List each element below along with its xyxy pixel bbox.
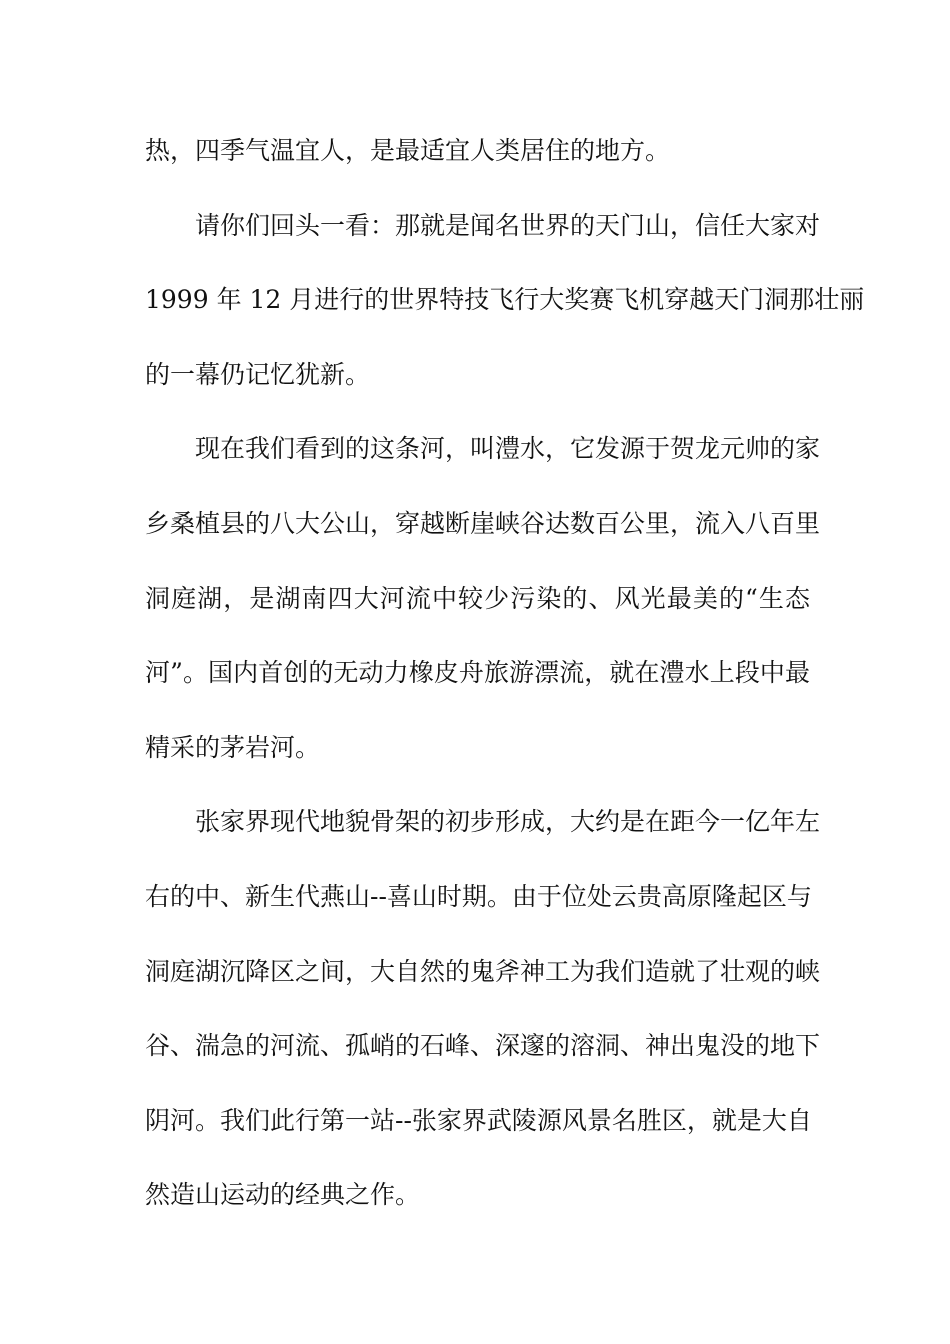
text-line: 的一幕仍记忆犹新。 [145,359,371,389]
body-text [145,128,865,1247]
text-line: 河”。国内首创的无动力橡皮舟旅游漂流，就在澧水上段中最 [145,658,810,688]
text-line: 1999 年 12 月进行的世界特技飞行大奖赛飞机穿越天门洞那壮丽 [145,285,865,315]
text-line: 右的中、新生代燕山--喜山时期。由于位处云贵高原隆起区与 [145,881,812,911]
text-line: 热，四季气温宜人，是最适宜人类居住的地方。 [145,136,671,165]
text-line: 然造山运动的经典之作。 [145,1180,421,1210]
text-line: 精采的茅岩河。 [145,732,321,762]
paragraph-first-line: 请你们回头一看：那就是闻名世界的天门山，信任大家对 [195,210,821,240]
text-line: 洞庭湖沉降区之间，大自然的鬼斧神工为我们造就了壮观的峡 [145,956,821,986]
text-line: 洞庭湖，是湖南四大河流中较少污染的、风光最美的“生态 [145,583,810,613]
text-line: 乡桑植县的八大公山，穿越断崖峡谷达数百公里，流入八百里 [145,508,821,538]
paragraph-first-line: 张家界现代地貌骨架的初步形成，大约是在距今一亿年左 [195,807,821,837]
text-line: 阴河。我们此行第一站--张家界武陵源风景名胜区，就是大自 [145,1105,812,1135]
text-line: 谷、湍急的河流、孤峭的石峰、深邃的溶洞、神出鬼没的地下 [145,1031,821,1061]
paragraph-first-line: 现在我们看到的这条河，叫澧水，它发源于贺龙元帅的家 [195,434,821,464]
